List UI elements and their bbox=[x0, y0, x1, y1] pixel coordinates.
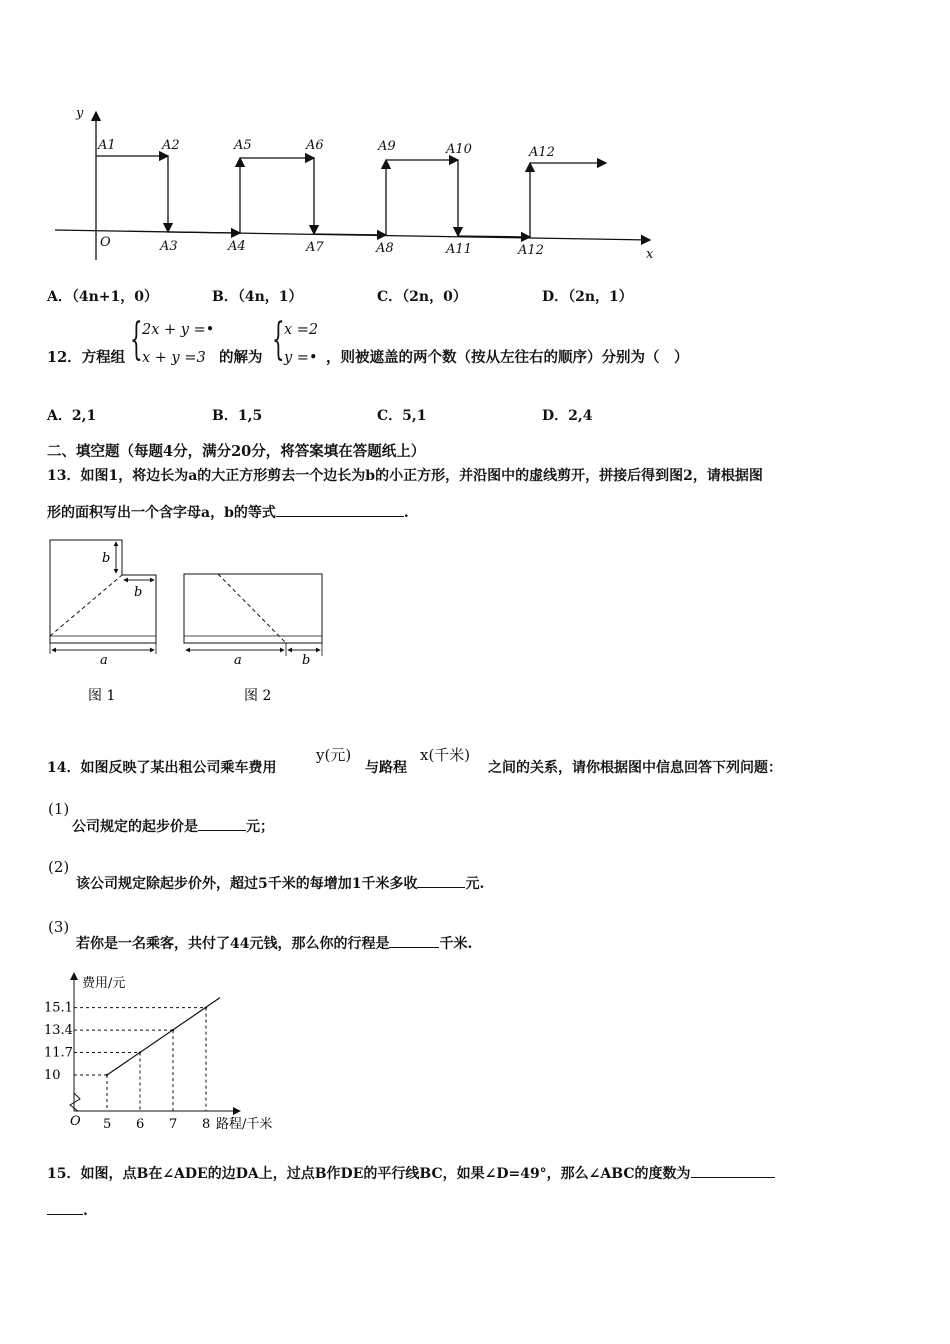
label-a: a bbox=[100, 653, 108, 668]
q12-tail: ，则被遮盖的两个数（按从左往右的顺序）分别为（ ） bbox=[326, 349, 689, 366]
answer-blank[interactable] bbox=[389, 933, 439, 948]
brace-icon: { bbox=[130, 314, 143, 365]
label-b: b bbox=[102, 551, 111, 566]
q11-option-d: D．（2n，1） bbox=[542, 289, 633, 305]
label-b: b bbox=[302, 653, 311, 668]
point-label: A5 bbox=[234, 138, 252, 153]
q15-line1: 15．如图，点B在∠ADE的边DA上，过点B作DE的平行线BC，如果∠D=49°，那么∠ABC的度数为 bbox=[47, 1163, 775, 1183]
point-label: A1 bbox=[98, 138, 116, 153]
point-label: A12 bbox=[518, 243, 544, 258]
point-label: A8 bbox=[376, 241, 394, 256]
y-axis-title: 费用/元 bbox=[82, 976, 126, 991]
caption-figure-2: 图 2 bbox=[244, 688, 272, 704]
caption-figure-1: 图 1 bbox=[88, 688, 116, 704]
label-a: a bbox=[234, 653, 242, 668]
answer-blank[interactable] bbox=[691, 1163, 775, 1178]
sub-question-number: (1) bbox=[48, 800, 70, 818]
point-label: A6 bbox=[306, 138, 324, 153]
q14-sub3: 若你是一名乘客，共付了44元钱，那么你的行程是 千米. bbox=[76, 933, 472, 953]
x-tick-label: 6 bbox=[136, 1117, 145, 1132]
chart-origin: O bbox=[70, 1114, 81, 1129]
q11-option-b: B．（4n，1） bbox=[212, 289, 303, 305]
q13-line1: 13．如图1，将边长为a的大正方形剪去一个边长为b的小正方形，并沿图中的虚线剪开，拼接后得到图2，请根据图 bbox=[47, 468, 763, 484]
point-label: A11 bbox=[446, 242, 472, 257]
axis-break-icon bbox=[70, 1093, 80, 1111]
square-figures bbox=[40, 532, 340, 712]
y-tick-label: 15.1 bbox=[44, 1000, 73, 1016]
x-axis-title: 路程/千米 bbox=[216, 1117, 273, 1132]
q12-mid: 的解为 bbox=[219, 349, 263, 366]
x-tick-label: 8 bbox=[202, 1117, 211, 1132]
x-tick-label: 5 bbox=[103, 1117, 112, 1132]
y-tick-label: 11.7 bbox=[44, 1045, 73, 1061]
q11-option-c: C．（2n，0） bbox=[377, 289, 467, 305]
equation-line: 2x + y =• bbox=[142, 322, 215, 338]
q14-x-unit: x(千米) bbox=[420, 746, 471, 764]
origin-label: O bbox=[100, 235, 111, 250]
sub-question-number: (2) bbox=[48, 858, 70, 876]
q12-number: 12．方程组 bbox=[47, 349, 126, 366]
point-label: A3 bbox=[160, 239, 178, 254]
point-label: A12 bbox=[529, 145, 555, 160]
q15-line2: . bbox=[47, 1200, 88, 1219]
point-label: A2 bbox=[162, 138, 180, 153]
q14-intro-b: 与路程 bbox=[365, 760, 407, 776]
answer-blank[interactable] bbox=[47, 1200, 83, 1215]
q12-option-a: A．2,1 bbox=[47, 408, 97, 424]
q14-sub1: 公司规定的起步价是 元； bbox=[72, 816, 274, 836]
fare-chart bbox=[40, 965, 300, 1135]
q14-sub2: 该公司规定除起步价外，超过5千米的每增加1千米多收 元. bbox=[76, 873, 484, 893]
staircase-figure bbox=[50, 100, 670, 270]
equation-line: x + y =3 bbox=[142, 350, 206, 366]
x-tick-label: 7 bbox=[169, 1117, 178, 1132]
equation-line: x =2 bbox=[284, 322, 319, 338]
answer-blank[interactable] bbox=[417, 873, 465, 888]
answer-blank[interactable] bbox=[198, 816, 246, 831]
y-tick-label: 13.4 bbox=[44, 1023, 73, 1039]
series-line bbox=[107, 998, 220, 1075]
section-heading: 二、填空题（每题4分，满分20分，将答案填在答题纸上） bbox=[47, 443, 426, 460]
q14-intro-a: 14．如图反映了某出租公司乘车费用 bbox=[47, 760, 277, 776]
sub-question-number: (3) bbox=[48, 918, 70, 936]
label-b: b bbox=[134, 585, 143, 600]
q14-intro-c: 之间的关系，请你根据图中信息回答下列问题： bbox=[488, 760, 782, 776]
brace-icon: { bbox=[272, 314, 285, 365]
q14-y-unit: y(元) bbox=[316, 746, 352, 764]
point-label: A9 bbox=[378, 139, 396, 154]
equation-line: y =• bbox=[284, 350, 318, 366]
q12-option-c: C．5,1 bbox=[377, 408, 427, 424]
y-tick-label: 10 bbox=[44, 1068, 61, 1083]
q12-option-b: B．1,5 bbox=[212, 408, 263, 424]
x-axis-label: x bbox=[646, 247, 654, 262]
answer-blank[interactable] bbox=[276, 502, 404, 517]
y-axis-label: y bbox=[76, 106, 84, 121]
point-label: A7 bbox=[306, 240, 324, 255]
q11-option-a: A．（4n+1，0） bbox=[47, 289, 159, 305]
point-label: A4 bbox=[228, 239, 246, 254]
q12-option-d: D．2,4 bbox=[542, 408, 593, 424]
q13-line2: 形的面积写出一个含字母a，b的等式 . bbox=[47, 502, 409, 522]
point-label: A10 bbox=[446, 142, 472, 157]
